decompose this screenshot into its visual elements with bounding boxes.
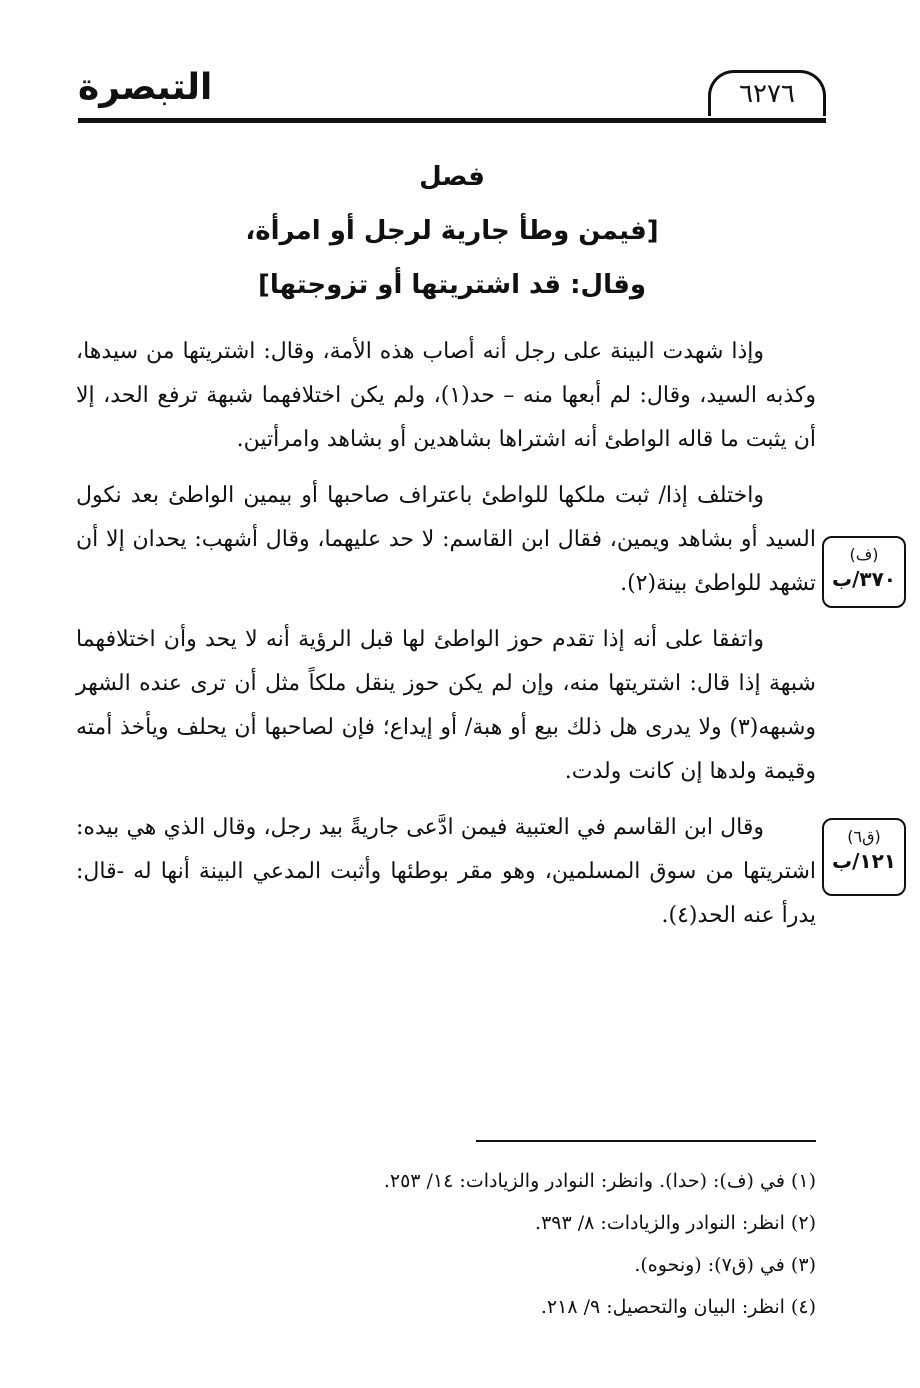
page-number: ٦٢٧٦ <box>739 79 795 109</box>
paragraph-1: وإذا شهدت البينة على رجل أنه أصاب هذه الأمة، وقال: اشتريتها من سيدها، وكذبه السيد، وقال: لم أبعها منه – حد(١)، ولم يكن اختلافهما شبهة ترفع الحد، إلا أن يثبت ما قاله الواطئ أنه اشتراها بشاهدين أو بشاهد وامرأتين. <box>76 339 816 452</box>
page-number-badge <box>708 70 826 116</box>
margin-note-manuscript-q6 <box>822 818 906 896</box>
paragraph-2: واختلف إذا/ ثبت ملكها للواطئ باعتراف صاحبها أو بيمين الواطئ بعد نكول السيد أو بشاهد ويمين، فقال ابن القاسم: لا حد عليهما، وقال أشهب: يحدان إلا أن تشهد للواطئ بينة(٢). <box>76 483 816 596</box>
margin-note-label: (ف) <box>849 545 879 564</box>
section-subheading-line-1: [فيمن وطأ جارية لرجل أو امرأة، <box>245 216 659 246</box>
margin-note-manuscript-f <box>822 536 906 608</box>
section-heading: فصل <box>419 162 485 192</box>
footnote-4: (٤) انظر: البيان والتحصيل: ٩/ ٢١٨. <box>540 1296 816 1318</box>
paragraph-3: واتفقا على أنه إذا تقدم حوز الواطئ لها قبل الرؤية أنه لا يحد وأن اختلافهما شبهة إذا قال: اشتريتها منه، وإن لم يكن حوز ينقل ملكاً مثل أن ترى عنده الشهر وشبهه(٣) ولا يدرى هل ذلك بيع أو هبة/ أو إيداع؛ فإن لصاحبها أن يحلف ويأخذ أمته وقيمة ولدها إن كانت ولدت. <box>76 627 816 784</box>
body-text <box>76 330 816 950</box>
paragraph-4: وقال ابن القاسم في العتبية فيمن ادَّعى جاريةً بيد رجل، وقال الذي هي بيده: اشتريتها من سوق المسلمين، وهو مقر بوطئها وأثبت المدعي البينة أنها له -قال: يدرأ عنه الحد(٤). <box>76 815 816 928</box>
section-headings <box>78 150 826 312</box>
margin-note-folio: ١٢١/ب <box>831 849 897 873</box>
footnote-1: (١) في (ف): (حدا). وانظر: النوادر والزيادات: ١٤/ ٢٥٣. <box>383 1170 816 1192</box>
page-header <box>78 60 826 130</box>
footnote-3: (٣) في (ق٧): (ونحوه). <box>634 1254 816 1276</box>
footnotes <box>76 1160 816 1328</box>
header-rule <box>78 118 826 123</box>
margin-note-label: (ق٦) <box>847 827 881 846</box>
footnote-2: (٢) انظر: النوادر والزيادات: ٨/ ٣٩٣. <box>535 1212 816 1234</box>
margin-note-folio: ٣٧٠/ب <box>831 567 897 591</box>
book-title: التبصرة <box>78 67 213 108</box>
footnote-separator <box>476 1140 816 1142</box>
section-subheading-line-2: وقال: قد اشتريتها أو تزوجتها] <box>257 270 647 300</box>
